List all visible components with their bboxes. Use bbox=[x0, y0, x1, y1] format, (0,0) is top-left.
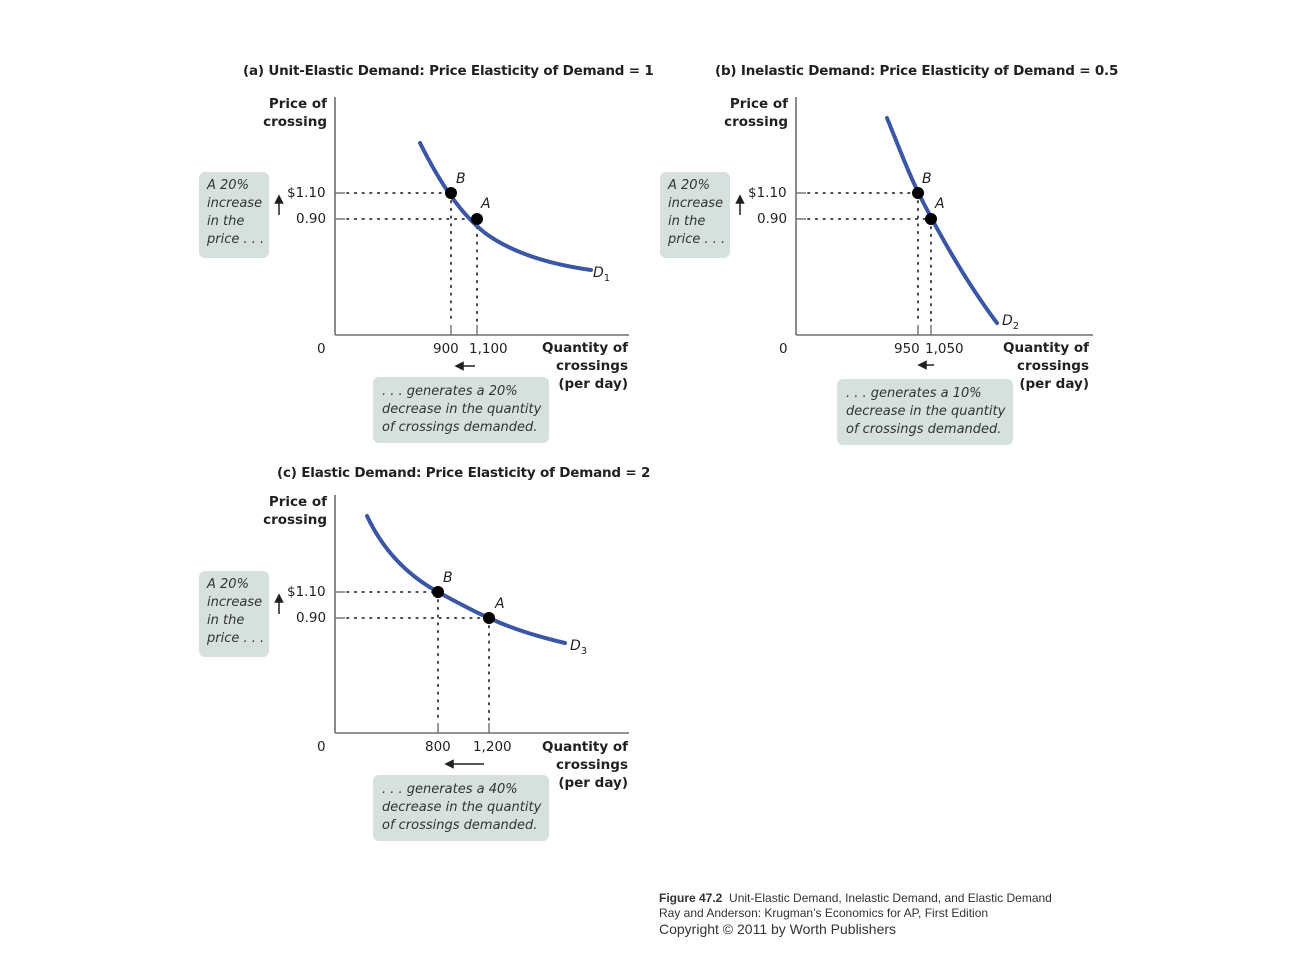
point-b-label: B bbox=[456, 171, 466, 187]
price-tick-high: $1.10 bbox=[748, 185, 787, 201]
quantity-change-callout: . . . generates a 10% decrease in the quantity of crossings demanded. bbox=[837, 379, 1013, 445]
price-tick-low: 0.90 bbox=[296, 211, 327, 227]
panel-c bbox=[195, 455, 655, 855]
point-a bbox=[925, 213, 937, 225]
figure-caption bbox=[659, 891, 1052, 938]
point-a-label: A bbox=[481, 196, 491, 212]
quantity-change-callout: . . . generates a 40% decrease in the quantity of crossings demanded. bbox=[373, 775, 549, 841]
point-b bbox=[432, 586, 444, 598]
left-arrow-icon bbox=[446, 761, 484, 768]
quantity-tick-low: 950 bbox=[894, 341, 920, 357]
x-axis-label: Quantity of crossings (per day) bbox=[542, 340, 628, 392]
figure-copyright: Copyright © 2011 by Worth Publishers bbox=[659, 921, 897, 937]
left-arrow-icon bbox=[919, 362, 934, 369]
point-b bbox=[445, 187, 457, 199]
curve-label-d1: $D_1$ bbox=[593, 265, 611, 284]
quantity-tick-low: 900 bbox=[433, 341, 459, 357]
left-arrow-icon bbox=[456, 363, 475, 370]
panel-b-title: (b) Inelastic Demand: Price Elasticity of Demand = 0.5 bbox=[715, 63, 1119, 79]
figure-title: Unit-Elastic Demand, Inelastic Demand, and Elastic Demand bbox=[729, 891, 1052, 905]
quantity-tick-low: 800 bbox=[425, 739, 451, 755]
x-axis-label: Quantity of crossings (per day) bbox=[1003, 340, 1089, 392]
price-change-callout: A 20% increase in the price . . . bbox=[199, 571, 269, 657]
price-tick-low: 0.90 bbox=[757, 211, 788, 227]
figure-number: Figure 47.2 bbox=[659, 891, 723, 905]
demand-curve-d2 bbox=[887, 118, 997, 323]
origin-label: 0 bbox=[317, 739, 326, 755]
demand-curve-d3 bbox=[367, 516, 565, 643]
demand-curve-d1 bbox=[420, 143, 591, 270]
curve-label-d2: $D_2$ bbox=[1002, 313, 1020, 332]
quantity-tick-high: 1,050 bbox=[925, 341, 964, 357]
up-arrow-icon bbox=[737, 196, 744, 215]
y-axis-label: Price of crossing bbox=[724, 96, 788, 130]
point-a bbox=[483, 612, 495, 624]
up-arrow-icon bbox=[276, 196, 283, 215]
figure-source: Ray and Anderson: Krugman’s Economics for AP, First Edition bbox=[659, 906, 989, 920]
y-axis-label: Price of crossing bbox=[263, 494, 327, 528]
quantity-change-callout: . . . generates a 20% decrease in the quantity of crossings demanded. bbox=[373, 377, 549, 443]
price-change-callout: A 20% increase in the price . . . bbox=[199, 172, 269, 258]
point-a-label: A bbox=[495, 596, 505, 612]
origin-label: 0 bbox=[779, 341, 788, 357]
price-tick-low: 0.90 bbox=[296, 610, 327, 626]
point-b-label: B bbox=[922, 171, 932, 187]
price-tick-high: $1.10 bbox=[287, 185, 326, 201]
panel-b bbox=[655, 55, 1119, 455]
quantity-tick-high: 1,200 bbox=[473, 739, 512, 755]
point-b bbox=[912, 187, 924, 199]
quantity-tick-high: 1,100 bbox=[469, 341, 508, 357]
point-a bbox=[471, 213, 483, 225]
point-a-label: A bbox=[935, 196, 945, 212]
panel-c-title: (c) Elastic Demand: Price Elasticity of Demand = 2 bbox=[277, 465, 651, 481]
price-tick-high: $1.10 bbox=[287, 584, 326, 600]
panel-a-title: (a) Unit-Elastic Demand: Price Elasticity of Demand = 1 bbox=[243, 63, 654, 79]
price-change-callout: A 20% increase in the price . . . bbox=[660, 172, 730, 258]
point-b-label: B bbox=[443, 570, 453, 586]
up-arrow-icon bbox=[276, 595, 283, 614]
curve-label-d3: $D_3$ bbox=[570, 638, 588, 657]
origin-label: 0 bbox=[317, 341, 326, 357]
y-axis-label: Price of crossing bbox=[263, 96, 327, 130]
x-axis-label: Quantity of crossings (per day) bbox=[542, 739, 628, 791]
panel-a bbox=[195, 55, 655, 455]
